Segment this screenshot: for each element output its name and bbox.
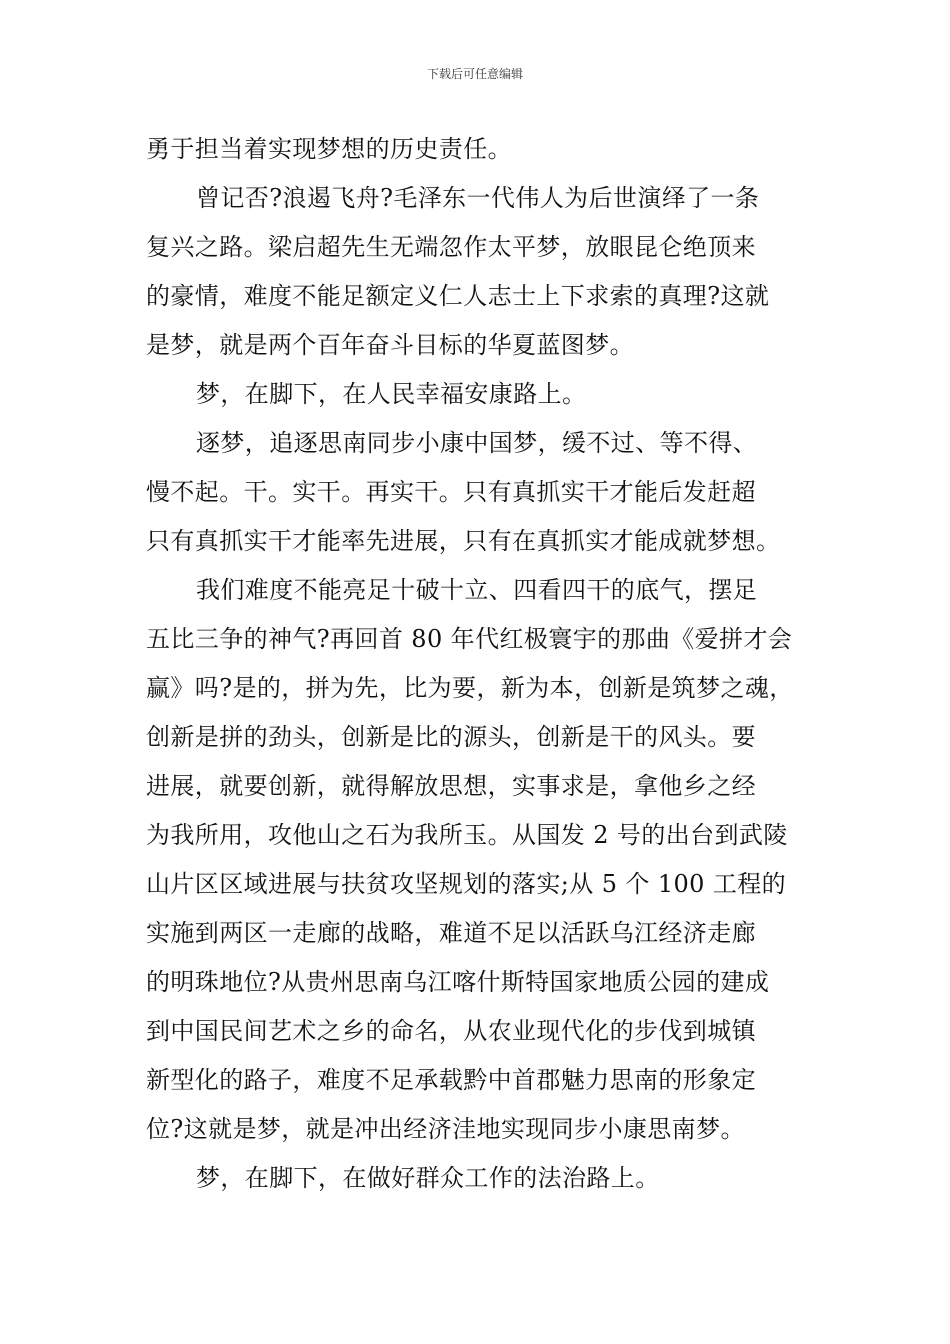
text-line: 复兴之路。梁启超先生无端忽作太平梦，放眼昆仑绝顶来 bbox=[146, 233, 756, 261]
text-line: 到中国民间艺术之乡的命名，从农业现代化的步伐到城镇 bbox=[146, 1017, 756, 1045]
text-line: 我们难度不能亮足十破十立、四看四干的底气，摆足 bbox=[196, 576, 758, 604]
text-line: 赢》吗?是的，拼为先，比为要，新为本，创新是筑梦之魂， bbox=[146, 674, 794, 702]
text-line: 的豪情，难度不能足额定义仁人志士上下求索的真理?这就 bbox=[146, 282, 770, 310]
body-text bbox=[146, 125, 826, 1203]
text-line: 勇于担当着实现梦想的历史责任。 bbox=[146, 135, 512, 163]
text-line: 的明珠地位?从贵州思南乌江喀什斯特国家地质公园的建成 bbox=[146, 968, 770, 996]
text-line: 逐梦，追逐思南同步小康中国梦，缓不过、等不得、 bbox=[196, 429, 758, 457]
text-line: 实施到两区一走廊的战略，难道不足以活跃乌江经济走廊 bbox=[146, 919, 756, 947]
text-line: 位?这就是梦，就是冲出经济洼地实现同步小康思南梦。 bbox=[146, 1115, 745, 1143]
text-line: 新型化的路子，难度不足承载黔中首郡魅力思南的形象定 bbox=[146, 1066, 756, 1094]
page-header: 下载后可任意编辑 bbox=[426, 67, 523, 81]
text-line: 进展，就要创新，就得解放思想，实事求是，拿他乡之经 bbox=[146, 772, 756, 800]
text-line: 慢不起。干。实干。再实干。只有真抓实干才能后发赶超 bbox=[146, 478, 756, 506]
text-line: 是梦，就是两个百年奋斗目标的华夏蓝图梦。 bbox=[146, 331, 634, 359]
text-line: 曾记否?浪遏飞舟?毛泽东一代伟人为后世演绎了一条 bbox=[196, 184, 760, 212]
text-line: 创新是拼的劲头，创新是比的源头，创新是干的风头。要 bbox=[146, 723, 756, 751]
text-line: 只有真抓实干才能率先进展，只有在真抓实才能成就梦想。 bbox=[146, 527, 781, 555]
text-line: 为我所用，攻他山之石为我所玉。从国发 2 号的出台到武陵 bbox=[146, 821, 788, 849]
text-line: 梦，在脚下，在做好群众工作的法治路上。 bbox=[196, 1164, 660, 1192]
text-line: 山片区区域进展与扶贫攻坚规划的落实;从 5 个 100 工程的 bbox=[146, 870, 787, 898]
text-line: 梦，在脚下，在人民幸福安康路上。 bbox=[196, 380, 587, 408]
text-line: 五比三争的神气?再回首 80 年代红极寰宇的那曲《爱拼才会 bbox=[146, 625, 793, 653]
